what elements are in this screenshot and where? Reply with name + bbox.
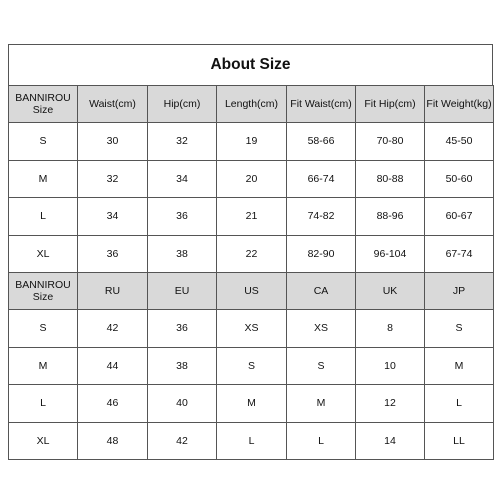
column-header: CA bbox=[287, 273, 356, 310]
table-cell: L bbox=[217, 422, 287, 460]
table-cell: 34 bbox=[78, 198, 148, 236]
table-cell: 36 bbox=[148, 310, 217, 348]
table-row bbox=[9, 160, 494, 198]
column-header: US bbox=[217, 273, 287, 310]
table-cell: 60-67 bbox=[425, 198, 494, 236]
table-cell: XS bbox=[287, 310, 356, 348]
table-cell: 88-96 bbox=[356, 198, 425, 236]
table-cell: 40 bbox=[148, 385, 217, 423]
table-cell: M bbox=[425, 347, 494, 385]
table-row bbox=[9, 198, 494, 236]
table-row bbox=[9, 235, 494, 273]
size-label-cell: M bbox=[9, 160, 78, 198]
size-label-cell: XL bbox=[9, 235, 78, 273]
table-cell: 12 bbox=[356, 385, 425, 423]
table-cell: 45-50 bbox=[425, 123, 494, 161]
table-cell: 42 bbox=[148, 422, 217, 460]
table-row bbox=[9, 385, 494, 423]
table-cell: 50-60 bbox=[425, 160, 494, 198]
table-cell: M bbox=[217, 385, 287, 423]
size-label-cell: S bbox=[9, 310, 78, 348]
size-label-cell: L bbox=[9, 385, 78, 423]
table-cell: 30 bbox=[78, 123, 148, 161]
size-chart bbox=[8, 44, 493, 460]
size-chart-title: About Size bbox=[8, 44, 493, 85]
table-cell: 44 bbox=[78, 347, 148, 385]
table-cell: 8 bbox=[356, 310, 425, 348]
table-cell: 32 bbox=[78, 160, 148, 198]
size-label-cell: M bbox=[9, 347, 78, 385]
table-cell: 38 bbox=[148, 235, 217, 273]
table-cell: 34 bbox=[148, 160, 217, 198]
table-cell: 36 bbox=[78, 235, 148, 273]
table-cell: 80-88 bbox=[356, 160, 425, 198]
table-row bbox=[9, 422, 494, 460]
table-cell: S bbox=[425, 310, 494, 348]
table-cell: 67-74 bbox=[425, 235, 494, 273]
column-header: EU bbox=[148, 273, 217, 310]
table-cell: M bbox=[287, 385, 356, 423]
column-header: BANNIROU Size bbox=[9, 86, 78, 123]
table-cell: 20 bbox=[217, 160, 287, 198]
table-cell: 48 bbox=[78, 422, 148, 460]
column-header: Fit Weight(kg) bbox=[425, 86, 494, 123]
table-cell: LL bbox=[425, 422, 494, 460]
column-header: Fit Hip(cm) bbox=[356, 86, 425, 123]
size-label-cell: L bbox=[9, 198, 78, 236]
table-cell: 10 bbox=[356, 347, 425, 385]
size-label-cell: XL bbox=[9, 422, 78, 460]
column-header: RU bbox=[78, 273, 148, 310]
table1-header-row bbox=[9, 86, 494, 123]
column-header: Length(cm) bbox=[217, 86, 287, 123]
table-cell: 74-82 bbox=[287, 198, 356, 236]
table-cell: 66-74 bbox=[287, 160, 356, 198]
column-header: JP bbox=[425, 273, 494, 310]
table-cell: L bbox=[287, 422, 356, 460]
table-cell: L bbox=[425, 385, 494, 423]
table-cell: XS bbox=[217, 310, 287, 348]
table-cell: 70-80 bbox=[356, 123, 425, 161]
table-row bbox=[9, 123, 494, 161]
column-header: Hip(cm) bbox=[148, 86, 217, 123]
table-row bbox=[9, 310, 494, 348]
column-header: BANNIROU Size bbox=[9, 273, 78, 310]
table-cell: S bbox=[287, 347, 356, 385]
table-cell: 32 bbox=[148, 123, 217, 161]
table-cell: 21 bbox=[217, 198, 287, 236]
column-header: UK bbox=[356, 273, 425, 310]
size-table bbox=[8, 85, 494, 460]
table-cell: 22 bbox=[217, 235, 287, 273]
table2-header-row bbox=[9, 273, 494, 310]
column-header: Waist(cm) bbox=[78, 86, 148, 123]
table-cell: 46 bbox=[78, 385, 148, 423]
table-row bbox=[9, 347, 494, 385]
table-cell: 19 bbox=[217, 123, 287, 161]
table-cell: S bbox=[217, 347, 287, 385]
table-cell: 96-104 bbox=[356, 235, 425, 273]
size-label-cell: S bbox=[9, 123, 78, 161]
table-cell: 58-66 bbox=[287, 123, 356, 161]
table-cell: 42 bbox=[78, 310, 148, 348]
table-cell: 38 bbox=[148, 347, 217, 385]
table-cell: 14 bbox=[356, 422, 425, 460]
column-header: Fit Waist(cm) bbox=[287, 86, 356, 123]
table-cell: 36 bbox=[148, 198, 217, 236]
table-cell: 82-90 bbox=[287, 235, 356, 273]
